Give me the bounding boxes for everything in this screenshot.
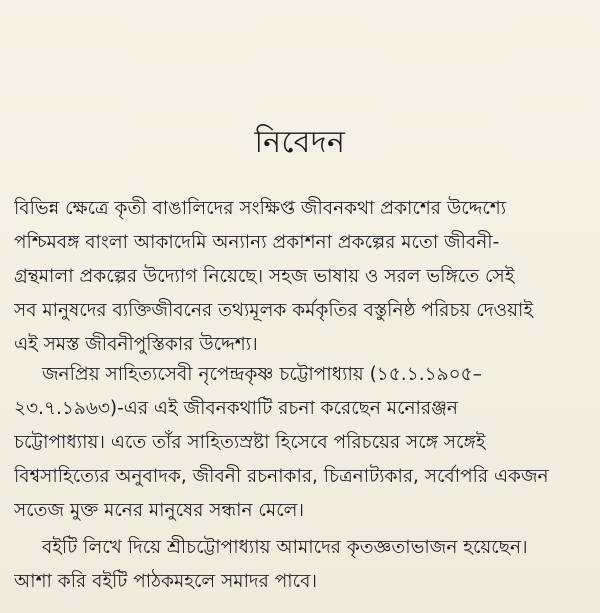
paragraph-3 [14,531,586,599]
paragraph-line: সতেজ মুক্ত মনের মানুষের সন্ধান মেলে। [14,500,305,521]
paragraph-line: আশা করি বইটি পাঠকমহলে সমাদর পাবে। [14,571,317,592]
paragraph-line: বইটি লিখে দিয়ে শ্রীচট্টোপাধ্যায় আমাদের কৃতজ্ঞতাভাজন হয়েছেন। [42,537,528,558]
paragraph-line: বিভিন্ন ক্ষেত্রে কৃতী বাঙালিদের সংক্ষিপ্ত জীবনকথা প্রকাশের উদ্দেশ্যে [14,198,507,219]
paragraph-line: সব মানুষদের ব্যক্তিজীবনের তথ্যমূলক কর্মকৃতির বস্তুনিষ্ঠ পরিচয় দেওয়াই [14,300,533,321]
paragraph-1 [14,192,586,362]
paragraph-line: চট্টোপাধ্যায়। এতে তাঁর সাহিত্যস্রষ্টা হিসেবে পরিচয়ের সঙ্গে সঙ্গেই [14,432,486,453]
paragraph-2 [14,358,586,528]
paragraph-line: বিশ্বসাহিত্যের অনুবাদক, জীবনী রচনাকার, চিত্রনাট্যকার, সর্বোপরি একজন [14,466,549,487]
paragraph-line: গ্রন্থমালা প্রকল্পের উদ্যোগ নিয়েছে। সহজ ভাষায় ও সরল ভঙ্গিতে সেই [14,266,515,287]
page-title: নিবেদন [254,125,346,160]
paragraph-line: ২৩.৭.১৯৬৩)-এর এই জীবনকথাটি রচনা করেছেন মনোরঞ্জন [14,398,458,419]
paragraph-line: এই সমস্ত জীবনীপুস্তিকার উদ্দেশ্য। [14,334,258,355]
paragraph-line: পশ্চিমবঙ্গ বাংলা আকাদেমি অন্যান্য প্রকাশনা প্রকল্পের মতো জীবনী- [14,232,500,253]
paragraph-line: জনপ্রিয় সাহিত্যসেবী নৃপেন্দ্রকৃষ্ণ চট্টোপাধ্যায় (১৫.১.১৯০৫– [42,364,482,385]
